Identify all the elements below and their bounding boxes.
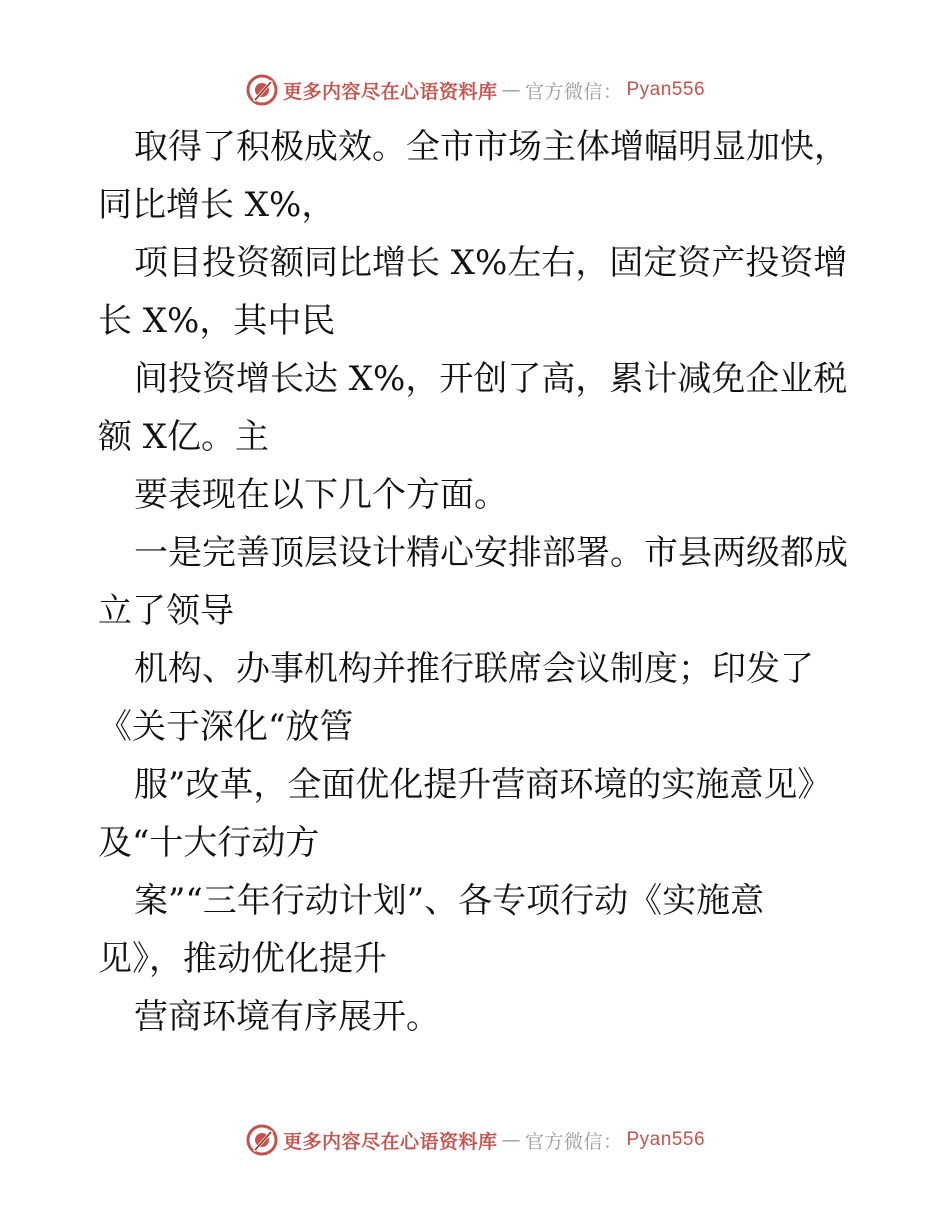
- paragraph-line: 间投资增长达 X%，开创了高，累计减免企业税: [134, 359, 848, 399]
- paragraph-line: 营商环境有序展开。: [134, 997, 440, 1037]
- footer-banner-separator: —: [501, 1129, 521, 1151]
- body-text: [98, 118, 858, 1046]
- footer-banner-site-text: 更多内容尽在心语资料库: [282, 1130, 498, 1153]
- paragraph-line-continued: 见》，推动优化提升: [98, 939, 387, 979]
- paragraph-line: 项目投资额同比增长 X%左右，固定资产投资增: [134, 243, 848, 283]
- paragraph-line: 一是完善顶层设计精心安排部署。市县两级都成: [134, 533, 848, 573]
- footer-banner-inner: [245, 1123, 705, 1157]
- paragraph-line-continued: 额 X亿。主: [98, 417, 270, 457]
- pen-logo-icon: [245, 73, 279, 107]
- paragraph-line: 取得了积极成效。全市市场主体增幅明显加快，: [134, 127, 848, 167]
- header-banner-inner: [245, 73, 705, 107]
- paragraph-line-continued: 及“十大行动方: [98, 823, 320, 863]
- paragraph-line-continued: 长 X%，其中民: [98, 301, 336, 341]
- paragraph-line-continued: 《关于深化“放管: [98, 707, 354, 747]
- header-banner-contact-id: Pyan556: [626, 79, 706, 100]
- footer-banner: [0, 1120, 950, 1160]
- header-banner: [0, 70, 950, 110]
- footer-banner-contact-label: 官方微信：: [524, 1130, 623, 1153]
- paragraph-line: 要表现在以下几个方面。: [134, 475, 508, 515]
- paragraph-line: 案”“三年行动计划”、各专项行动《实施意: [134, 881, 765, 921]
- paragraph-line-continued: 同比增长 X%，: [98, 185, 336, 225]
- footer-banner-contact-id: Pyan556: [626, 1129, 706, 1150]
- paragraph-line-continued: 立了领导: [98, 591, 234, 631]
- header-banner-site-text: 更多内容尽在心语资料库: [282, 80, 498, 103]
- pen-logo-icon: [245, 1123, 279, 1157]
- header-banner-contact-label: 官方微信：: [524, 80, 623, 103]
- paragraph-line: 机构、办事机构并推行联席会议制度；印发了: [134, 649, 814, 689]
- header-banner-separator: —: [501, 79, 521, 101]
- paragraph-line: 服”改革，全面优化提升营商环境的实施意见》: [134, 765, 832, 805]
